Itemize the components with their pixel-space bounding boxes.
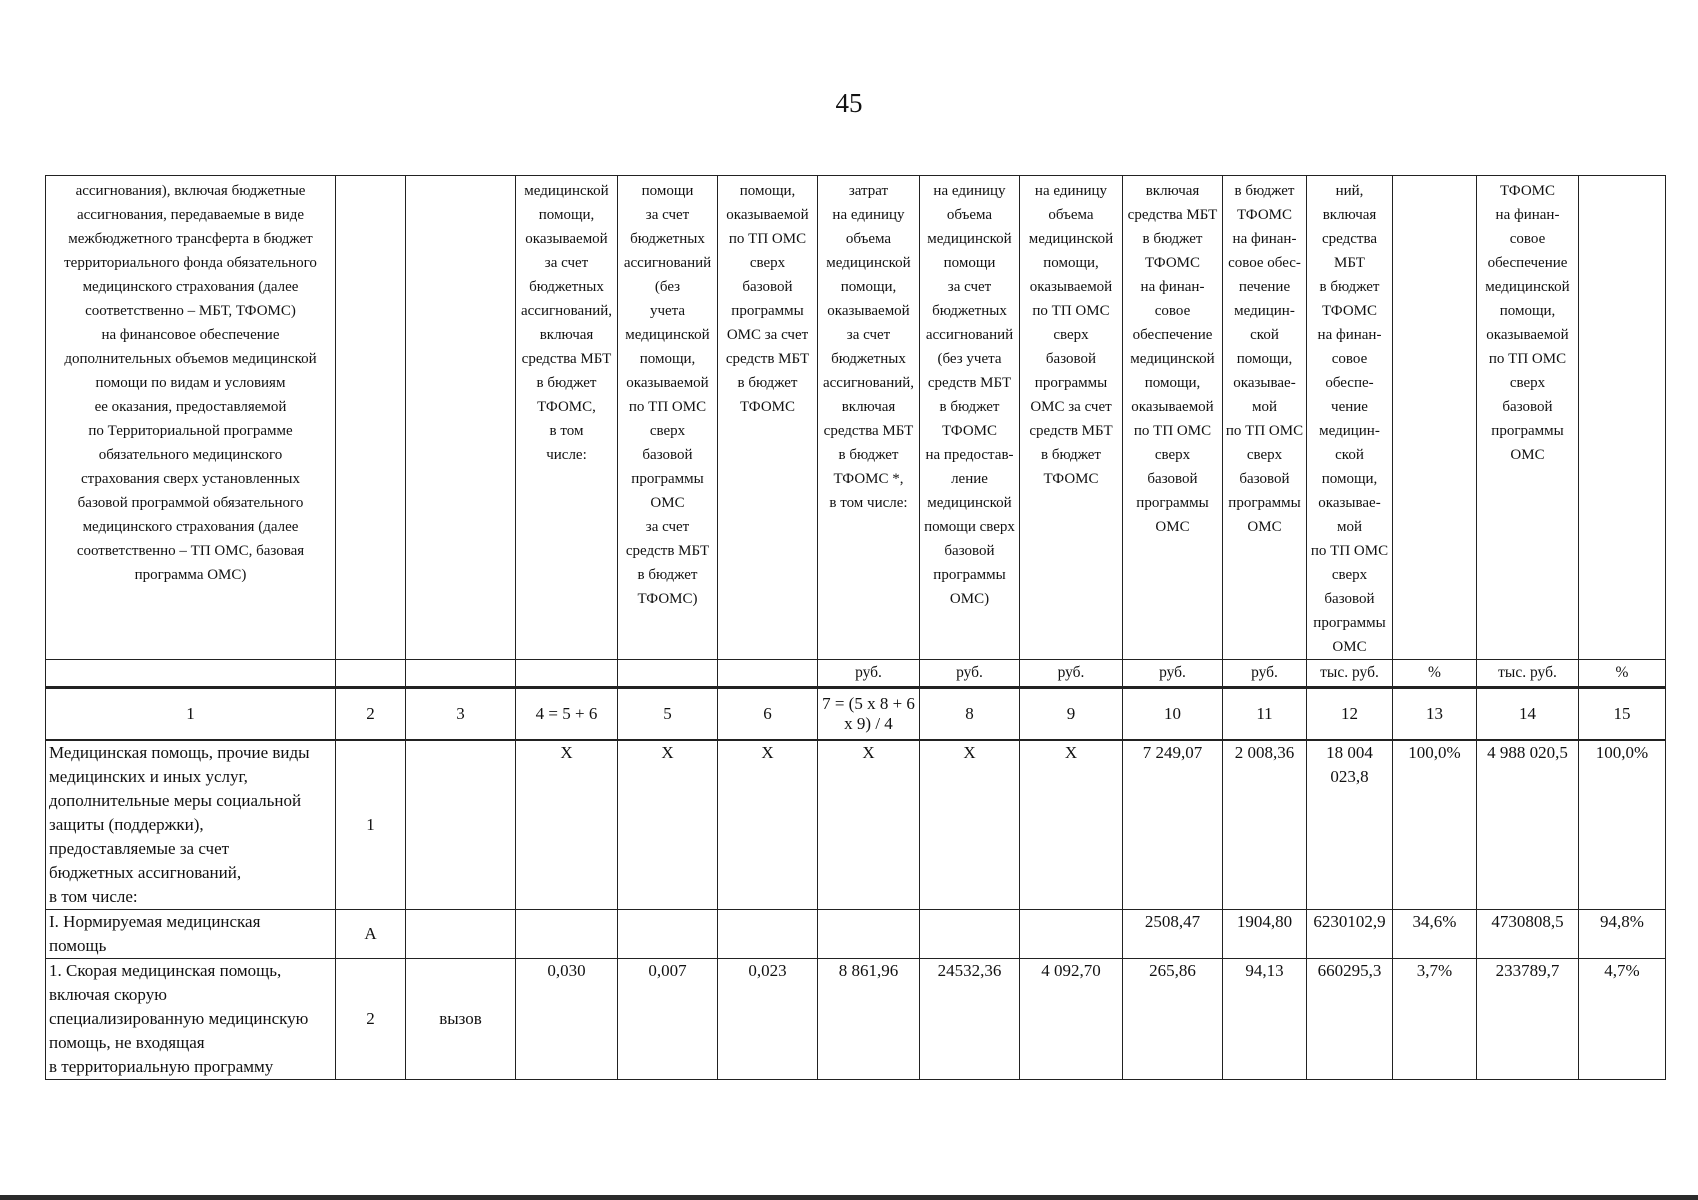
row-value <box>818 910 920 959</box>
unit-cell: % <box>1579 660 1666 688</box>
header-text-line: бюджетных <box>529 279 604 295</box>
header-text-line: по ТП ОМС <box>1225 423 1304 439</box>
header-text-line: ОМС <box>1247 519 1282 535</box>
unit-cell: тыс. руб. <box>1477 660 1579 688</box>
row-value: 660295,3 <box>1307 959 1393 1080</box>
row-value: 18 004 023,8 <box>1307 740 1393 910</box>
unit-cell: руб. <box>1223 660 1307 688</box>
header-text-line: на предостав- <box>925 447 1014 463</box>
header-cell <box>718 176 818 660</box>
header-text-line: совое <box>1154 303 1191 319</box>
unit-cell <box>336 660 406 688</box>
header-text-line: ОМС за счет <box>726 327 809 343</box>
header-text-line: медицинской <box>927 495 1012 511</box>
header-text-line: объема <box>946 207 993 223</box>
header-text-line: страхования сверх установленных <box>80 471 301 487</box>
header-cell <box>46 176 336 660</box>
column-number: 15 <box>1579 688 1666 740</box>
row-value: Х <box>920 740 1020 910</box>
table-row <box>46 740 1666 910</box>
header-text-line: базовой <box>1239 471 1290 487</box>
row-description-line: в территориальную программу <box>49 1057 274 1076</box>
row-value: 24532,36 <box>920 959 1020 1080</box>
header-text-line: медицинской <box>524 183 609 199</box>
header-text-line: затрат <box>848 183 889 199</box>
header-text-line: в бюджет <box>838 447 899 463</box>
header-cell <box>1020 176 1123 660</box>
header-cell <box>1393 176 1477 660</box>
header-text-line: базовой <box>642 447 693 463</box>
row-value <box>718 910 818 959</box>
header-text-line: оказываемой <box>827 303 910 319</box>
header-text-line: помощи, <box>840 279 897 295</box>
table-row <box>46 959 1666 1080</box>
header-text-line: программы <box>1491 423 1564 439</box>
column-number-row <box>46 688 1666 740</box>
header-text-line: объема <box>845 231 892 247</box>
header-text-line: оказываемой <box>1131 399 1214 415</box>
header-text-line: сверх <box>1509 375 1546 391</box>
header-text-line: в бюджет <box>536 375 597 391</box>
header-text-line: за счет <box>544 255 589 271</box>
row-value: Х <box>1020 740 1123 910</box>
row-description-line: бюджетных ассигнований, <box>49 862 242 882</box>
header-text-line: на финан- <box>1140 279 1205 295</box>
header-text-line: учета <box>649 303 686 319</box>
header-cell <box>336 176 406 660</box>
header-text-line: ассигнований <box>925 327 1014 343</box>
column-number: 12 <box>1307 688 1393 740</box>
header-text-line: базовой программой обязательного <box>77 495 304 511</box>
row-value: 0,007 <box>618 959 718 1080</box>
header-text-line: по ТП ОМС <box>1488 351 1567 367</box>
row-code: 2 <box>336 959 406 1080</box>
header-cell <box>1477 176 1579 660</box>
header-text-line: ассигнований, <box>520 303 613 319</box>
header-text-line: ТФОМС <box>1043 471 1099 487</box>
header-cell <box>818 176 920 660</box>
row-value: 7 249,07 <box>1123 740 1223 910</box>
row-value: 2 008,36 <box>1223 740 1307 910</box>
row-value <box>618 910 718 959</box>
header-text-line: мой <box>1251 399 1278 415</box>
header-text-line: программы <box>731 303 804 319</box>
row-code: А <box>336 910 406 959</box>
header-text-line: чение <box>1331 399 1368 415</box>
header-text-line: помощи <box>641 183 694 199</box>
header-text-line: медицинского страхования (далее <box>82 279 299 295</box>
header-text-line: оказываемой <box>626 375 709 391</box>
row-value: 0,023 <box>718 959 818 1080</box>
header-text-line: ТФОМС <box>1499 183 1556 199</box>
header-text-line: в бюджет <box>1142 231 1203 247</box>
row-value: 2508,47 <box>1123 910 1223 959</box>
header-cell <box>1307 176 1393 660</box>
column-number: 9 <box>1020 688 1123 740</box>
header-text-line: в бюджет <box>939 399 1000 415</box>
row-description <box>46 959 336 1080</box>
row-value: 233789,7 <box>1477 959 1579 1080</box>
header-text-line: медицинской <box>826 255 911 271</box>
row-description-line: помощь <box>49 936 107 955</box>
row-value: 6230102,9 <box>1307 910 1393 959</box>
header-text-line: программы <box>1228 495 1301 511</box>
header-text-line: обеспе- <box>1325 375 1374 391</box>
row-description-line: медицинских и иных услуг, <box>49 766 248 786</box>
header-text-line: числе: <box>546 447 587 463</box>
row-description-line: в том числе: <box>49 886 138 906</box>
header-text-line: в бюджет <box>1234 183 1295 199</box>
header-text-line: ассигнований, <box>822 375 915 391</box>
header-text-line: медицинской <box>927 231 1012 247</box>
row-description-line: предоставляемые за счет <box>49 838 230 858</box>
header-text-line: включая <box>841 399 896 415</box>
header-text-line: на финан- <box>1317 327 1382 343</box>
header-text-line: сверх <box>1053 327 1089 343</box>
header-text-line: обеспечение <box>1132 327 1213 343</box>
column-number: 14 <box>1477 688 1579 740</box>
header-text-line: помощи, <box>739 183 796 199</box>
row-description-line: 1. Скорая медицинская помощь, <box>49 961 282 980</box>
header-text-line: базовой <box>1502 399 1553 415</box>
header-text-line: средства МБТ <box>823 423 914 439</box>
header-text-line: средства МБТ <box>521 351 612 367</box>
header-cell <box>1579 176 1666 660</box>
column-number: 5 <box>618 688 718 740</box>
header-text-line: ской <box>1335 447 1364 463</box>
header-text-line: оказывае- <box>1318 495 1381 511</box>
row-value: 94,8% <box>1579 910 1666 959</box>
header-text-line: ОМС за счет <box>1030 399 1112 415</box>
header-text-line: помощи по видам и условиям <box>95 375 286 391</box>
header-text-line: ОМС) <box>949 591 990 607</box>
header-text-line: помощи, <box>1236 351 1293 367</box>
unit-cell: руб. <box>818 660 920 688</box>
header-text-line: медицинской <box>1485 279 1570 295</box>
header-text-line: ТФОМС <box>739 399 796 415</box>
header-text-line: ление <box>951 471 988 487</box>
header-text-line: МБТ <box>1334 255 1365 271</box>
header-text-line: медицинской <box>1028 231 1114 247</box>
unit-cell <box>618 660 718 688</box>
header-text-line: на единицу <box>933 183 1006 199</box>
header-text-line: программы <box>933 567 1006 583</box>
header-text-line: по ТП ОМС <box>728 231 807 247</box>
row-value <box>1020 910 1123 959</box>
header-text-line: медицин- <box>1234 303 1295 319</box>
row-description <box>46 740 336 910</box>
header-text-line: по ТП ОМС <box>1310 543 1389 559</box>
header-text-line: помощи <box>943 255 996 271</box>
row-code: 1 <box>336 740 406 910</box>
row-description-line: Медицинская помощь, прочие виды <box>49 742 310 762</box>
header-text-line: программа ОМС) <box>134 567 247 583</box>
header-text-line: территориального фонда обязательного <box>64 255 317 271</box>
header-text-line: помощи, <box>1043 255 1099 271</box>
header-text-line: ний, <box>1335 183 1364 199</box>
row-value: 3,7% <box>1393 959 1477 1080</box>
page-number: 45 <box>835 88 863 118</box>
header-text-line: помощи, <box>639 351 696 367</box>
row-value: 4730808,5 <box>1477 910 1579 959</box>
header-text-line: за счет <box>846 327 891 343</box>
header-text-line: межбюджетного трансферта в бюджет <box>68 231 313 247</box>
row-description-line: специализированную медицинскую <box>49 1009 309 1028</box>
row-value: 34,6% <box>1393 910 1477 959</box>
header-text-line: средства <box>1321 231 1377 247</box>
header-text-line: в бюджет <box>737 375 798 391</box>
header-cell <box>406 176 516 660</box>
header-text-line: совое <box>1509 231 1546 247</box>
header-text-line: соответственно – ТП ОМС, базовая <box>76 543 305 559</box>
units-row <box>46 660 1666 688</box>
unit-cell <box>46 660 336 688</box>
header-text-line: средств МБТ <box>625 543 710 559</box>
row-description <box>46 910 336 959</box>
row-value: 4 988 020,5 <box>1477 740 1579 910</box>
header-text-line: включая <box>539 327 594 343</box>
unit-cell <box>516 660 618 688</box>
header-text-line: ОМС <box>1155 519 1190 535</box>
header-text-line: сверх <box>1154 447 1191 463</box>
row-description-line: защиты (поддержки), <box>49 814 204 834</box>
column-number: 7 = (5 х 8 + 6 х 9) / 4 <box>818 688 920 740</box>
header-text-line: медицинского страхования (далее <box>82 519 299 535</box>
header-text-line: базовой <box>1324 591 1375 607</box>
header-text-line: печение <box>1238 279 1291 295</box>
row-description-line: I. Нормируемая медицинская <box>49 912 261 931</box>
row-unit: вызов <box>406 959 516 1080</box>
header-text-line: базовой <box>742 279 793 295</box>
header-text-line: ТФОМС <box>1236 207 1293 223</box>
header-text-line: ТФОМС <box>1144 255 1201 271</box>
header-text-line: ассигнований <box>623 255 712 271</box>
header-text-line: оказываемой <box>726 207 809 223</box>
unit-cell: руб. <box>920 660 1020 688</box>
header-text-line: оказываемой <box>1486 327 1569 343</box>
header-text-line: ской <box>1250 327 1279 343</box>
column-number: 13 <box>1393 688 1477 740</box>
header-text-line: на финансовое обеспечение <box>101 327 280 343</box>
header-text-line: медицинской <box>625 327 710 343</box>
header-text-line: по Территориальной программе <box>88 423 293 439</box>
row-value: 4 092,70 <box>1020 959 1123 1080</box>
header-text-line: соответственно – МБТ, ТФОМС) <box>85 303 296 319</box>
header-cell <box>1123 176 1223 660</box>
header-text-line: ТФОМС *, <box>833 471 904 487</box>
header-text-line: медицин- <box>1319 423 1380 439</box>
header-text-line: по ТП ОМС <box>1133 423 1212 439</box>
column-number: 8 <box>920 688 1020 740</box>
header-text-line: в бюджет <box>1319 279 1380 295</box>
header-text-line: за счет <box>645 207 690 223</box>
page-bottom-edge <box>0 1195 1698 1200</box>
column-number: 10 <box>1123 688 1223 740</box>
header-text-line: в бюджет <box>1041 447 1101 463</box>
header-text-line: на финан- <box>1232 231 1297 247</box>
header-text-line: помощи, <box>1499 303 1556 319</box>
financing-table <box>45 175 1666 1080</box>
row-value: Х <box>516 740 618 910</box>
header-text-line: ТФОМС) <box>637 591 698 607</box>
header-text-line: ТФОМС, <box>537 399 596 415</box>
header-text-line: сверх <box>1331 567 1368 583</box>
header-text-line: помощи, <box>1144 375 1201 391</box>
unit-cell: руб. <box>1020 660 1123 688</box>
header-text-line: базовой <box>944 543 995 559</box>
header-text-line: ТФОМС <box>1321 303 1378 319</box>
header-text-line: помощи, <box>538 207 595 223</box>
header-text-line: бюджетных <box>630 231 705 247</box>
header-text-line: на финан- <box>1495 207 1560 223</box>
unit-cell <box>718 660 818 688</box>
row-description-line: включая скорую <box>49 985 167 1004</box>
header-text-line: программы <box>631 471 704 487</box>
row-description-line: дополнительные меры социальной <box>49 790 302 810</box>
header-text-line: медицинской <box>1130 351 1215 367</box>
header-text-line: оказываемой <box>1029 279 1113 295</box>
header-text-line: оказывае- <box>1233 375 1296 391</box>
column-number: 3 <box>406 688 516 740</box>
header-text-line: средств МБТ <box>927 375 1012 391</box>
header-text-line: (без <box>654 279 681 295</box>
row-value: Х <box>718 740 818 910</box>
header-text-line: (без учета <box>937 351 1002 367</box>
header-cell <box>516 176 618 660</box>
column-number: 1 <box>46 688 336 740</box>
row-description-line: помощь, не входящая <box>49 1033 205 1052</box>
header-text-line: базовой <box>1147 471 1198 487</box>
unit-cell <box>406 660 516 688</box>
header-text-line: программы <box>1034 375 1108 391</box>
header-text-line: объема <box>1048 207 1094 223</box>
header-cell <box>1223 176 1307 660</box>
header-text-line: программы <box>1136 495 1209 511</box>
header-text-line: бюджетных <box>831 351 906 367</box>
header-text-line: по ТП ОМС <box>628 399 707 415</box>
header-text-line: за счет <box>947 279 992 295</box>
header-text-line: совое <box>1331 351 1368 367</box>
header-text-line: помощи, <box>1321 471 1378 487</box>
unit-cell: тыс. руб. <box>1307 660 1393 688</box>
column-number: 11 <box>1223 688 1307 740</box>
header-text-line: средства МБТ <box>1127 207 1218 223</box>
unit-cell: руб. <box>1123 660 1223 688</box>
header-text-line: в том <box>549 423 584 439</box>
header-row <box>46 176 1666 660</box>
column-number: 2 <box>336 688 406 740</box>
column-number: 4 = 5 + 6 <box>516 688 618 740</box>
header-text-line: сверх <box>749 255 786 271</box>
header-text-line: ТФОМС <box>941 423 998 439</box>
header-text-line: по ТП ОМС <box>1032 303 1110 319</box>
row-value: 94,13 <box>1223 959 1307 1080</box>
header-text-line: в том числе: <box>829 495 908 511</box>
header-text-line: включая <box>1322 207 1377 223</box>
header-text-line: за счет <box>645 519 690 535</box>
unit-cell: % <box>1393 660 1477 688</box>
header-text-line: помощи сверх <box>924 519 1015 535</box>
column-number: 6 <box>718 688 818 740</box>
row-value: 4,7% <box>1579 959 1666 1080</box>
header-text-line: сверх <box>649 423 686 439</box>
row-value <box>920 910 1020 959</box>
row-value: Х <box>618 740 718 910</box>
header-text-line: ассигнования, передаваемые в виде <box>76 207 305 223</box>
header-text-line: обязательного медицинского <box>98 447 283 463</box>
row-value: Х <box>818 740 920 910</box>
header-text-line: в бюджет <box>637 567 698 583</box>
row-value: 265,86 <box>1123 959 1223 1080</box>
header-text-line: средств МБТ <box>725 351 810 367</box>
header-text-line: включая <box>1145 183 1200 199</box>
row-value <box>516 910 618 959</box>
header-text-line: дополнительных объемов медицинской <box>64 351 317 367</box>
header-text-line: мой <box>1336 519 1363 535</box>
row-unit <box>406 740 516 910</box>
row-value: 100,0% <box>1579 740 1666 910</box>
header-text-line: средств МБТ <box>1029 423 1113 439</box>
header-text-line: оказываемой <box>525 231 608 247</box>
header-text-line: на единицу <box>1034 183 1108 199</box>
row-value: 100,0% <box>1393 740 1477 910</box>
row-value: 8 861,96 <box>818 959 920 1080</box>
header-text-line: ее оказания, предоставляемой <box>94 399 287 415</box>
header-text-line: обеспечение <box>1487 255 1568 271</box>
header-text-line: ОМС <box>650 495 685 511</box>
header-text-line: программы <box>1313 615 1386 631</box>
row-value: 1904,80 <box>1223 910 1307 959</box>
header-text-line: ОМС <box>1510 447 1545 463</box>
header-cell <box>618 176 718 660</box>
table-row <box>46 910 1666 959</box>
row-value: 0,030 <box>516 959 618 1080</box>
header-text-line: базовой <box>1045 351 1097 367</box>
header-text-line: сверх <box>1246 447 1283 463</box>
header-text-line: бюджетных <box>932 303 1007 319</box>
header-text-line: совое обес- <box>1228 255 1301 271</box>
header-text-line: на единицу <box>832 207 905 223</box>
row-unit <box>406 910 516 959</box>
header-text-line: ассигнования), включая бюджетные <box>75 183 306 199</box>
header-text-line: ОМС <box>1332 639 1367 655</box>
header-cell <box>920 176 1020 660</box>
